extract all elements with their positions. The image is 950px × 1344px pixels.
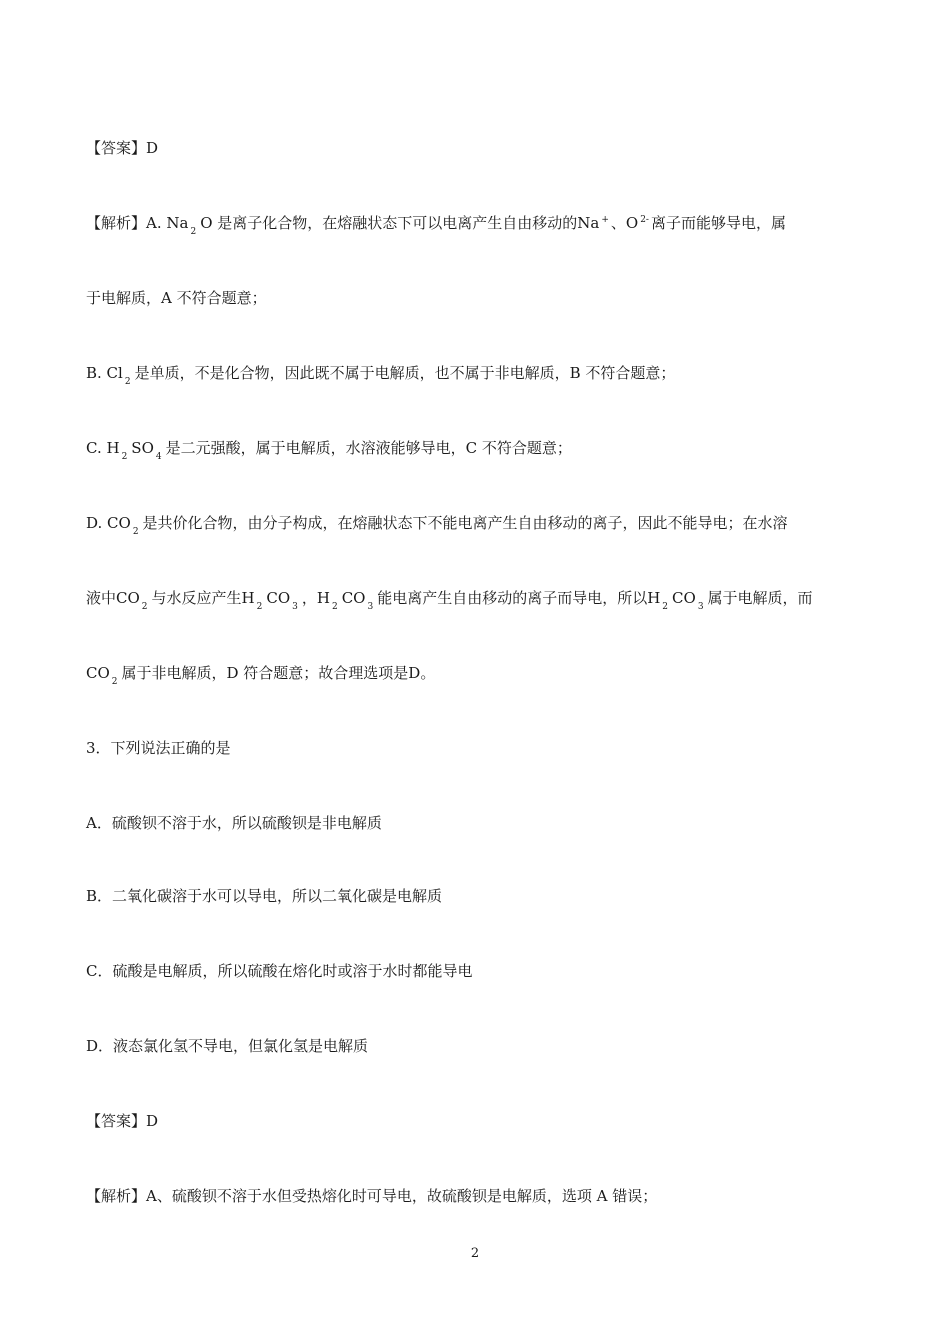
text-run: 于电解质，A 不符合题意； [86, 289, 267, 307]
answer-value: D [146, 139, 159, 157]
analysis-line-d-3 [86, 663, 870, 687]
answer-value: D [146, 1112, 159, 1130]
question-stem: 3．下列说法正确的是 [86, 739, 231, 757]
analysis-line-c [86, 438, 870, 462]
text-run: C. H [86, 439, 120, 457]
text-run: A、硫酸钡不溶于水但受热熔化时可导电，故硫酸钡是电解质，选项 A 错误； [146, 1187, 658, 1205]
text-run: 与水反应产生H [151, 589, 255, 607]
analysis-line-a [86, 213, 870, 237]
text-run: ，H [301, 589, 330, 607]
analysis-label: 【解析】 [86, 1187, 147, 1205]
subscript: 2 [662, 602, 669, 612]
option-d: D．液态氯化氢不导电，但氯化氢是电解质 [86, 1037, 369, 1055]
subscript: 2 [331, 602, 338, 612]
text-run: 能电离产生自由移动的离子而导电，所以H [377, 589, 661, 607]
superscript: + [601, 215, 609, 225]
subscript: 2 [111, 677, 118, 687]
answer-line-1 [86, 138, 870, 158]
subscript: 4 [155, 452, 162, 462]
answer-label: 【答案】 [86, 139, 147, 157]
analysis-line-a-cont [86, 288, 870, 308]
option-a: A．硫酸钡不溶于水，所以硫酸钡是非电解质 [86, 814, 382, 832]
option-c: C．硫酸是电解质，所以硫酸在熔化时或溶于水时都能导电 [86, 962, 473, 980]
text-run: CO [86, 664, 110, 682]
text-run: O 是离子化合物，在熔融状态下可以电离产生自由移动的Na [200, 214, 600, 232]
subscript: 2 [190, 227, 197, 237]
text-run: 是共价化合物，由分子构成，在熔融状态下不能电离产生自由移动的离子，因此不能导电；在水溶 [142, 514, 788, 532]
subscript: 3 [367, 602, 374, 612]
text-run: 是二元强酸，属于电解质，水溶液能够导电，C 不符合题意； [165, 439, 572, 457]
text-run: 、O [610, 214, 639, 232]
text-run: A. Na [146, 214, 189, 232]
text-run: 液中CO [86, 589, 140, 607]
subscript: 3 [697, 602, 704, 612]
analysis-label: 【解析】 [86, 214, 147, 232]
subscript: 2 [121, 452, 128, 462]
text-run: 是单质，不是化合物，因此既不属于电解质，也不属于非电解质，B 不符合题意； [134, 364, 676, 382]
superscript: 2- [640, 215, 649, 225]
answer-line-2 [86, 1111, 870, 1131]
text-run: D. CO [86, 514, 131, 532]
page-number: 2 [470, 1246, 480, 1261]
text-run: CO [672, 589, 696, 607]
subscript: 2 [132, 527, 139, 537]
text-run: SO [131, 439, 154, 457]
subscript: 2 [124, 377, 131, 387]
analysis-line-d [86, 513, 870, 537]
subscript: 3 [292, 602, 298, 612]
subscript: 2 [141, 602, 148, 612]
option-b: B．二氧化碳溶于水可以导电，所以二氧化碳是电解质 [86, 887, 443, 905]
answer-label: 【答案】 [86, 1112, 147, 1130]
subscript: 2 [256, 602, 263, 612]
text-run: CO [341, 589, 366, 607]
text-run: B. Cl [86, 364, 123, 382]
text-run: 离子而能够导电，属 [650, 214, 786, 232]
analysis-line-b [86, 363, 870, 387]
text-run: CO [266, 589, 291, 607]
text-run: 属于电解质，而 [707, 589, 813, 607]
analysis-line-2 [86, 1186, 870, 1206]
analysis-line-d-2 [86, 588, 870, 612]
text-run: 属于非电解质，D 符合题意；故合理选项是D。 [121, 664, 436, 682]
